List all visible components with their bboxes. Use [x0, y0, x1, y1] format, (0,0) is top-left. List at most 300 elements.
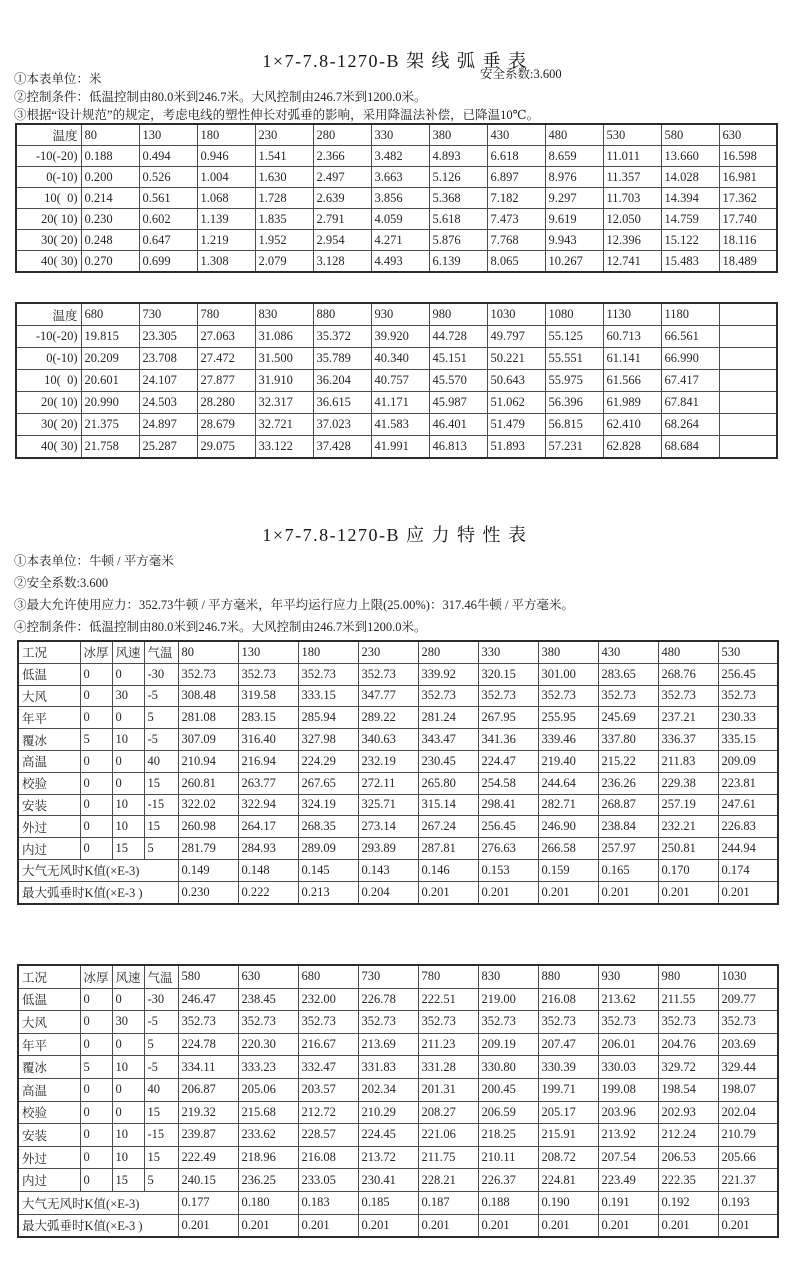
value-cell: 352.73 — [358, 663, 418, 685]
column-header: 630 — [238, 965, 298, 988]
value-cell: 352.73 — [418, 1011, 478, 1034]
value-cell: 68.684 — [661, 436, 719, 459]
value-cell: 333.23 — [238, 1056, 298, 1079]
value-cell: 39.920 — [371, 326, 429, 348]
value-cell: 3.482 — [371, 146, 429, 167]
row-label-cell: 10 — [112, 1056, 144, 1079]
value-cell: 352.73 — [718, 685, 778, 707]
value-cell: 4.893 — [429, 146, 487, 167]
column-header: 930 — [598, 965, 658, 988]
value-cell: 11.703 — [603, 188, 661, 209]
value-cell: 17.362 — [719, 188, 777, 209]
value-cell: 208.27 — [418, 1101, 478, 1124]
row-label-cell: 15 — [112, 838, 144, 860]
row-label-cell: 低温 — [18, 988, 80, 1011]
value-cell: 6.139 — [429, 251, 487, 273]
value-cell: 331.28 — [418, 1056, 478, 1079]
k-value-cell: 0.201 — [658, 1214, 718, 1237]
row-label-cell: 高温 — [18, 1078, 80, 1101]
row-label-cell: -5 — [144, 1011, 178, 1034]
value-cell: 352.73 — [598, 1011, 658, 1034]
value-cell: 322.94 — [238, 794, 298, 816]
value-cell: 211.55 — [658, 988, 718, 1011]
k-value-cell: 0.183 — [298, 1191, 358, 1214]
row-label-cell: 高温 — [18, 750, 80, 772]
k-value-cell: 0.201 — [718, 1214, 778, 1237]
column-header: 风速 — [112, 641, 144, 663]
value-cell: 331.83 — [358, 1056, 418, 1079]
value-cell: 8.659 — [545, 146, 603, 167]
value-cell: 267.95 — [478, 707, 538, 729]
column-header: 1030 — [718, 965, 778, 988]
row-label-cell: 低温 — [18, 663, 80, 685]
column-header: 980 — [658, 965, 718, 988]
value-cell: 352.73 — [418, 685, 478, 707]
table-row — [18, 988, 778, 1011]
value-cell: 66.561 — [661, 326, 719, 348]
value-cell: 204.76 — [658, 1033, 718, 1056]
value-cell: 23.305 — [139, 326, 197, 348]
value-cell — [719, 436, 777, 459]
table-row — [16, 414, 777, 436]
value-cell: 213.92 — [598, 1124, 658, 1147]
k-value-cell: 0.201 — [478, 881, 538, 903]
value-cell: 210.79 — [718, 1124, 778, 1147]
value-cell: 216.94 — [238, 750, 298, 772]
header-row — [18, 641, 778, 663]
table-row — [18, 1078, 778, 1101]
value-cell: 28.280 — [197, 392, 255, 414]
value-cell: 335.15 — [718, 729, 778, 751]
value-cell: 268.76 — [658, 663, 718, 685]
value-cell: 333.15 — [298, 685, 358, 707]
value-cell: 2.954 — [313, 230, 371, 251]
value-cell: 330.03 — [598, 1056, 658, 1079]
table-row — [18, 816, 778, 838]
value-cell: 233.62 — [238, 1124, 298, 1147]
value-cell: 245.69 — [598, 707, 658, 729]
k-row-label: 最大弧垂时K值(×E-3 ) — [18, 1214, 178, 1237]
table-row — [18, 1056, 778, 1079]
value-cell: 3.663 — [371, 167, 429, 188]
column-header: 580 — [178, 965, 238, 988]
table-row — [18, 838, 778, 860]
value-cell: 260.81 — [178, 772, 238, 794]
value-cell: 1.952 — [255, 230, 313, 251]
value-cell: 27.877 — [197, 370, 255, 392]
value-cell: 21.758 — [81, 436, 139, 459]
row-label-cell: 10 — [112, 794, 144, 816]
row-label-cell: 0 — [80, 1146, 112, 1169]
k-row-label: 大气无风时K值(×E-3) — [18, 1191, 178, 1214]
row-label-cell: 0 — [80, 988, 112, 1011]
value-cell: 209.19 — [478, 1033, 538, 1056]
row-label-cell: 0 — [112, 663, 144, 685]
row-label-cell: 安装 — [18, 1124, 80, 1147]
value-cell: 236.25 — [238, 1169, 298, 1192]
row-label-cell: 5 — [80, 1056, 112, 1079]
value-cell: 203.96 — [598, 1101, 658, 1124]
value-cell: 0.699 — [139, 251, 197, 273]
k-value-cell: 0.201 — [418, 881, 478, 903]
value-cell: 266.58 — [538, 838, 598, 860]
row-label-cell: 覆冰 — [18, 729, 80, 751]
value-cell: 244.64 — [538, 772, 598, 794]
k-value-cell: 0.201 — [598, 881, 658, 903]
value-cell: 0.946 — [197, 146, 255, 167]
k-value-cell: 0.190 — [538, 1191, 598, 1214]
value-cell: 232.00 — [298, 988, 358, 1011]
value-cell: 218.25 — [478, 1124, 538, 1147]
row-label-cell: 0 — [112, 1033, 144, 1056]
k-value-cell: 0.143 — [358, 859, 418, 881]
column-header: 880 — [538, 965, 598, 988]
value-cell: 14.759 — [661, 209, 719, 230]
k-value-cell: 0.170 — [658, 859, 718, 881]
value-cell: 45.987 — [429, 392, 487, 414]
row-label-cell: 年平 — [18, 1033, 80, 1056]
row-label-cell: 5 — [144, 707, 178, 729]
value-cell: 33.122 — [255, 436, 313, 459]
row-label-cell: 0 — [112, 750, 144, 772]
value-cell: 1.835 — [255, 209, 313, 230]
row-label-cell: 0 — [80, 794, 112, 816]
value-cell: 224.81 — [538, 1169, 598, 1192]
row-label-cell: 0(-10) — [16, 348, 81, 370]
value-cell: 2.366 — [313, 146, 371, 167]
value-cell: 205.66 — [718, 1146, 778, 1169]
table-row — [16, 392, 777, 414]
row-label-cell: -5 — [144, 1056, 178, 1079]
value-cell: 352.73 — [658, 1011, 718, 1034]
value-cell: 228.57 — [298, 1124, 358, 1147]
value-cell: 263.77 — [238, 772, 298, 794]
value-cell: 31.500 — [255, 348, 313, 370]
row-label-cell: 30 — [112, 1011, 144, 1034]
sag-note-unit: ①本表单位：米 — [14, 72, 102, 86]
value-cell: 267.65 — [298, 772, 358, 794]
value-cell: 24.503 — [139, 392, 197, 414]
k-value-cell: 0.153 — [478, 859, 538, 881]
k-value-cell: 0.148 — [238, 859, 298, 881]
value-cell: 51.062 — [487, 392, 545, 414]
value-cell: 257.97 — [598, 838, 658, 860]
table-row — [16, 146, 777, 167]
row-label-cell: 5 — [80, 729, 112, 751]
value-cell: 4.493 — [371, 251, 429, 273]
value-cell: 10.267 — [545, 251, 603, 273]
value-cell: 1.630 — [255, 167, 313, 188]
value-cell: 5.126 — [429, 167, 487, 188]
value-cell: 199.08 — [598, 1078, 658, 1101]
value-cell: 215.22 — [598, 750, 658, 772]
value-cell: 352.73 — [298, 663, 358, 685]
column-header: 530 — [718, 641, 778, 663]
value-cell: 203.69 — [718, 1033, 778, 1056]
k-value-cell: 0.146 — [418, 859, 478, 881]
row-label-cell: 0 — [80, 838, 112, 860]
column-header: 330 — [478, 641, 538, 663]
value-cell: 12.741 — [603, 251, 661, 273]
column-header: 280 — [418, 641, 478, 663]
row-label-cell: 大风 — [18, 685, 80, 707]
value-cell: 15.483 — [661, 251, 719, 273]
value-cell: 41.991 — [371, 436, 429, 459]
row-label-cell: 覆冰 — [18, 1056, 80, 1079]
row-label-cell: 30( 20) — [16, 230, 81, 251]
value-cell: 329.72 — [658, 1056, 718, 1079]
value-cell: 0.200 — [81, 167, 139, 188]
value-cell: 41.171 — [371, 392, 429, 414]
column-header: 冰厚 — [80, 641, 112, 663]
value-cell: 250.81 — [658, 838, 718, 860]
safety-factor-label: 安全系数:3.600 — [480, 67, 562, 81]
value-cell: 16.598 — [719, 146, 777, 167]
value-cell: 352.73 — [538, 685, 598, 707]
value-cell: 285.94 — [298, 707, 358, 729]
value-cell: 208.72 — [538, 1146, 598, 1169]
column-header: 180 — [197, 124, 255, 146]
column-header: 1130 — [603, 303, 661, 326]
k-row-label: 最大弧垂时K值(×E-3 ) — [18, 881, 178, 903]
column-header — [719, 303, 777, 326]
value-cell: 341.36 — [478, 729, 538, 751]
table-row — [18, 707, 778, 729]
value-cell: 352.73 — [478, 685, 538, 707]
value-cell: 9.943 — [545, 230, 603, 251]
row-label-cell: -5 — [144, 729, 178, 751]
value-cell: 1.541 — [255, 146, 313, 167]
k-value-row — [18, 859, 778, 881]
value-cell: 44.728 — [429, 326, 487, 348]
k-value-cell: 0.191 — [598, 1191, 658, 1214]
row-label-cell: 0 — [112, 1078, 144, 1101]
value-cell: 239.87 — [178, 1124, 238, 1147]
value-cell: 233.05 — [298, 1169, 358, 1192]
column-header: 680 — [81, 303, 139, 326]
value-cell: 50.221 — [487, 348, 545, 370]
value-cell: 254.58 — [478, 772, 538, 794]
value-cell: 216.08 — [538, 988, 598, 1011]
value-cell: 224.45 — [358, 1124, 418, 1147]
value-cell: 202.93 — [658, 1101, 718, 1124]
table-row — [16, 230, 777, 251]
value-cell: 32.317 — [255, 392, 313, 414]
value-cell: 246.90 — [538, 816, 598, 838]
value-cell: 287.81 — [418, 838, 478, 860]
value-cell: 56.815 — [545, 414, 603, 436]
row-label-cell: 0 — [80, 772, 112, 794]
sag-table-spans-80-630 — [15, 123, 778, 273]
value-cell: 7.473 — [487, 209, 545, 230]
value-cell: 325.71 — [358, 794, 418, 816]
value-cell: 28.679 — [197, 414, 255, 436]
row-label-cell: -15 — [144, 794, 178, 816]
value-cell: 41.583 — [371, 414, 429, 436]
value-cell: 320.15 — [478, 663, 538, 685]
value-cell: 27.472 — [197, 348, 255, 370]
value-cell: 62.410 — [603, 414, 661, 436]
value-cell: 213.72 — [358, 1146, 418, 1169]
k-value-cell: 0.192 — [658, 1191, 718, 1214]
value-cell: 209.09 — [718, 750, 778, 772]
value-cell: 6.618 — [487, 146, 545, 167]
value-cell: 35.789 — [313, 348, 371, 370]
row-label-cell: 40 — [144, 750, 178, 772]
value-cell: 230.45 — [418, 750, 478, 772]
value-cell: 201.31 — [418, 1078, 478, 1101]
value-cell: 21.375 — [81, 414, 139, 436]
stress-note-max-stress: ③最大允许使用应力：352.73牛顿 / 平方毫米，年平均运行应力上限(25.00%)：317.46牛顿 / 平方毫米。 — [14, 598, 575, 612]
row-label-cell: 20( 10) — [16, 209, 81, 230]
value-cell: 0.214 — [81, 188, 139, 209]
table-row — [18, 1124, 778, 1147]
value-cell: 298.41 — [478, 794, 538, 816]
value-cell: 232.21 — [658, 816, 718, 838]
k-value-cell: 0.201 — [538, 1214, 598, 1237]
value-cell: 222.49 — [178, 1146, 238, 1169]
column-header: 230 — [255, 124, 313, 146]
k-value-cell: 0.180 — [238, 1191, 298, 1214]
row-label-cell: 0 — [80, 816, 112, 838]
column-header: 温度 — [16, 124, 81, 146]
value-cell: 209.77 — [718, 988, 778, 1011]
header-row — [16, 303, 777, 326]
column-header: 80 — [81, 124, 139, 146]
value-cell: 319.58 — [238, 685, 298, 707]
column-header: 130 — [238, 641, 298, 663]
value-cell: 352.73 — [538, 1011, 598, 1034]
value-cell: 8.065 — [487, 251, 545, 273]
value-cell: 226.78 — [358, 988, 418, 1011]
value-cell: 12.050 — [603, 209, 661, 230]
row-label-cell: -30 — [144, 663, 178, 685]
row-label-cell: 15 — [144, 816, 178, 838]
value-cell: 7.768 — [487, 230, 545, 251]
row-label-cell: 0 — [80, 663, 112, 685]
value-cell: 352.73 — [178, 1011, 238, 1034]
header-row — [18, 965, 778, 988]
value-cell: 0.602 — [139, 209, 197, 230]
k-value-cell: 0.188 — [478, 1191, 538, 1214]
value-cell: 339.46 — [538, 729, 598, 751]
k-value-cell: 0.201 — [478, 1214, 538, 1237]
k-value-cell: 0.201 — [718, 881, 778, 903]
value-cell: 238.84 — [598, 816, 658, 838]
column-header: 230 — [358, 641, 418, 663]
value-cell: 256.45 — [478, 816, 538, 838]
value-cell: 1.308 — [197, 251, 255, 273]
value-cell: 31.910 — [255, 370, 313, 392]
value-cell: 55.975 — [545, 370, 603, 392]
value-cell: 27.063 — [197, 326, 255, 348]
column-header: 780 — [418, 965, 478, 988]
value-cell: 332.47 — [298, 1056, 358, 1079]
value-cell: 211.83 — [658, 750, 718, 772]
column-header: 工况 — [18, 641, 80, 663]
value-cell: 352.73 — [478, 1011, 538, 1034]
value-cell: 5.876 — [429, 230, 487, 251]
row-label-cell: 15 — [144, 1101, 178, 1124]
value-cell: 0.270 — [81, 251, 139, 273]
value-cell: 340.63 — [358, 729, 418, 751]
value-cell: 316.40 — [238, 729, 298, 751]
value-cell: 268.35 — [298, 816, 358, 838]
value-cell: 260.98 — [178, 816, 238, 838]
row-label-cell: 外过 — [18, 1146, 80, 1169]
value-cell: 330.39 — [538, 1056, 598, 1079]
row-label-cell: -30 — [144, 988, 178, 1011]
row-label-cell: 0 — [80, 1101, 112, 1124]
value-cell: 347.77 — [358, 685, 418, 707]
k-value-cell: 0.201 — [538, 881, 598, 903]
value-cell: 67.841 — [661, 392, 719, 414]
row-label-cell: 0(-10) — [16, 167, 81, 188]
value-cell — [719, 348, 777, 370]
value-cell: 224.47 — [478, 750, 538, 772]
value-cell: 0.248 — [81, 230, 139, 251]
column-header: 1180 — [661, 303, 719, 326]
value-cell: 237.21 — [658, 707, 718, 729]
value-cell: 3.856 — [371, 188, 429, 209]
value-cell: 16.981 — [719, 167, 777, 188]
value-cell: 0.561 — [139, 188, 197, 209]
value-cell — [719, 392, 777, 414]
k-value-row — [18, 881, 778, 903]
value-cell: 212.24 — [658, 1124, 718, 1147]
value-cell: 210.94 — [178, 750, 238, 772]
value-cell: 315.14 — [418, 794, 478, 816]
value-cell: 281.79 — [178, 838, 238, 860]
k-value-cell: 0.222 — [238, 881, 298, 903]
value-cell: 223.81 — [718, 772, 778, 794]
k-value-cell: 0.201 — [178, 1214, 238, 1237]
column-header: 380 — [429, 124, 487, 146]
value-cell: 289.09 — [298, 838, 358, 860]
value-cell — [719, 326, 777, 348]
value-cell: 56.396 — [545, 392, 603, 414]
value-cell: 232.19 — [358, 750, 418, 772]
column-header: 480 — [545, 124, 603, 146]
value-cell: 216.67 — [298, 1033, 358, 1056]
value-cell: 2.791 — [313, 209, 371, 230]
table-row — [16, 188, 777, 209]
column-header: 580 — [661, 124, 719, 146]
k-value-cell: 0.174 — [718, 859, 778, 881]
column-header: 780 — [197, 303, 255, 326]
value-cell: 9.297 — [545, 188, 603, 209]
row-label-cell: 20( 10) — [16, 392, 81, 414]
column-header: 430 — [598, 641, 658, 663]
value-cell: 207.54 — [598, 1146, 658, 1169]
value-cell: 17.740 — [719, 209, 777, 230]
value-cell: 220.30 — [238, 1033, 298, 1056]
column-header: 530 — [603, 124, 661, 146]
k-value-row — [18, 1191, 778, 1214]
value-cell: 206.01 — [598, 1033, 658, 1056]
column-header: 180 — [298, 641, 358, 663]
value-cell: 301.00 — [538, 663, 598, 685]
value-cell: 283.15 — [238, 707, 298, 729]
row-label-cell: 内过 — [18, 838, 80, 860]
value-cell: 19.815 — [81, 326, 139, 348]
row-label-cell: 15 — [144, 772, 178, 794]
row-label-cell: 10 — [112, 1146, 144, 1169]
value-cell: 46.401 — [429, 414, 487, 436]
k-value-cell: 0.187 — [418, 1191, 478, 1214]
row-label-cell: 0 — [112, 988, 144, 1011]
value-cell: 67.417 — [661, 370, 719, 392]
